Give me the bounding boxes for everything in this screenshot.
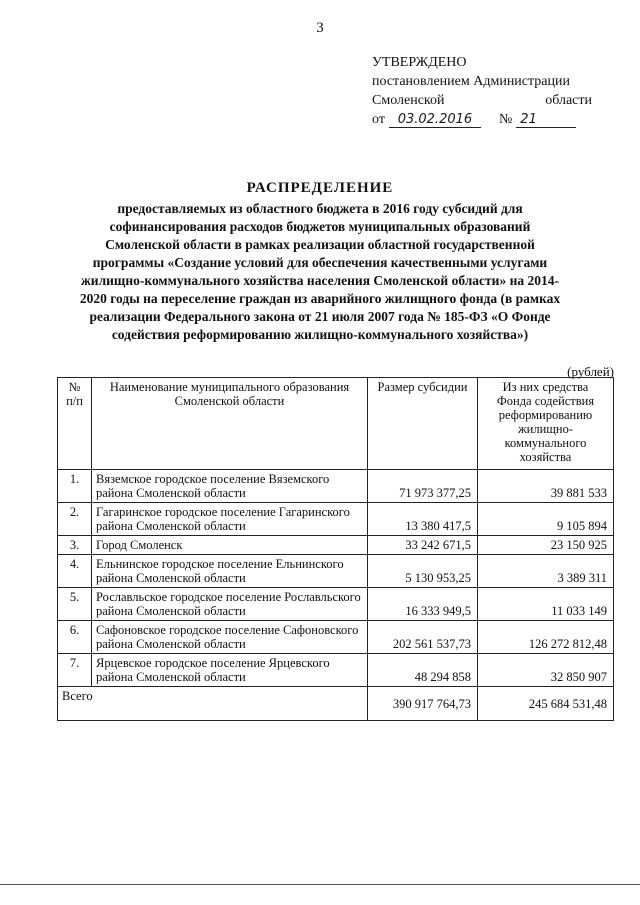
approval-decree: постановлением Администрации (372, 74, 570, 89)
table-total-row (58, 687, 614, 721)
units-label: (рублей) (567, 364, 614, 379)
subtitle-line: 2020 годы на переселение граждан из аварийного жилищного фонда (в рамках (79, 291, 561, 306)
total-fund: 245 684 531,48 (478, 687, 614, 721)
row-fund: 23 150 925 (478, 536, 614, 555)
table-row (58, 588, 614, 621)
subtitle-line: Смоленской области в рамках реализации областной государственной (105, 237, 535, 252)
handwritten-number: 21 (516, 112, 576, 128)
subtitle-line: софинансирования расходов бюджетов муниципальных образований (109, 219, 531, 234)
row-name: Ярцевское городское поселение Ярцевского района Смоленской области (92, 654, 368, 687)
row-num: 7. (58, 654, 92, 687)
approval-date-row (372, 110, 592, 129)
approval-region-row (372, 91, 592, 110)
row-name: Рославльское городское поселение Рославльского района Смоленской области (92, 588, 368, 621)
subtitle-line: программы «Создание условий для обеспечения качественными услугами (92, 255, 548, 270)
table-header-row (58, 378, 614, 470)
row-name: Город Смоленск (92, 536, 368, 555)
table-row (58, 654, 614, 687)
approval-block (372, 53, 592, 129)
subtitle-line: предоставляемых из областного бюджета в 2016 году субсидий для (117, 201, 523, 216)
row-name: Вяземское городское поселение Вяземского района Смоленской области (92, 470, 368, 503)
total-subsidy: 390 917 764,73 (368, 687, 478, 721)
subtitle-line: жилищно-коммунального хозяйства населения Смоленской области» на 2014- (81, 273, 559, 288)
row-num: 4. (58, 555, 92, 588)
row-num: 3. (58, 536, 92, 555)
number-label: № (498, 112, 513, 127)
approval-region-right: области (545, 93, 592, 108)
table-row (58, 621, 614, 654)
row-fund: 3 389 311 (478, 555, 614, 588)
page-number: 3 (316, 20, 324, 36)
table-row (58, 536, 614, 555)
header-num: № п/п (58, 378, 92, 470)
header-fund: Из них средства Фонда содействия реформированию жилищно- коммунального хозяйства (478, 378, 614, 470)
row-fund: 39 881 533 (478, 470, 614, 503)
subsidy-table (57, 377, 614, 721)
row-fund: 126 272 812,48 (478, 621, 614, 654)
row-subsidy: 71 973 377,25 (368, 470, 478, 503)
row-name: Сафоновское городское поселение Сафоновского района Смоленской области (92, 621, 368, 654)
total-label: Всего (58, 687, 368, 721)
subtitle-line: реализации Федерального закона от 21 июля 2007 года № 185-ФЗ «О Фонде (89, 309, 551, 324)
row-fund: 32 850 907 (478, 654, 614, 687)
table-row (58, 470, 614, 503)
table-row (58, 555, 614, 588)
row-subsidy: 13 380 417,5 (368, 503, 478, 536)
page-bottom-divider (0, 884, 640, 885)
row-subsidy: 33 242 671,5 (368, 536, 478, 555)
header-name: Наименование муниципального образования Смоленской области (92, 378, 368, 470)
row-fund: 11 033 149 (478, 588, 614, 621)
row-name: Ельнинское городское поселение Ельнинского района Смоленской области (92, 555, 368, 588)
document-title: РАСПРЕДЕЛЕНИЕ (246, 180, 394, 196)
row-fund: 9 105 894 (478, 503, 614, 536)
row-num: 6. (58, 621, 92, 654)
header-subsidy: Размер субсидии (368, 378, 478, 470)
handwritten-date: 03.02.2016 (389, 112, 481, 128)
row-num: 1. (58, 470, 92, 503)
document-subtitle (40, 200, 600, 344)
subtitle-line: содействия реформированию жилищно-коммунального хозяйства») (111, 327, 529, 342)
row-subsidy: 202 561 537,73 (368, 621, 478, 654)
row-num: 2. (58, 503, 92, 536)
row-subsidy: 48 294 858 (368, 654, 478, 687)
row-subsidy: 5 130 953,25 (368, 555, 478, 588)
table-row (58, 503, 614, 536)
row-subsidy: 16 333 949,5 (368, 588, 478, 621)
date-prefix: от (372, 112, 385, 127)
row-name: Гагаринское городское поселение Гагаринского района Смоленской области (92, 503, 368, 536)
approval-region-left: Смоленской (372, 93, 445, 108)
document-title-block (40, 180, 600, 344)
approval-heading: УТВЕРЖДЕНО (372, 55, 467, 70)
row-num: 5. (58, 588, 92, 621)
